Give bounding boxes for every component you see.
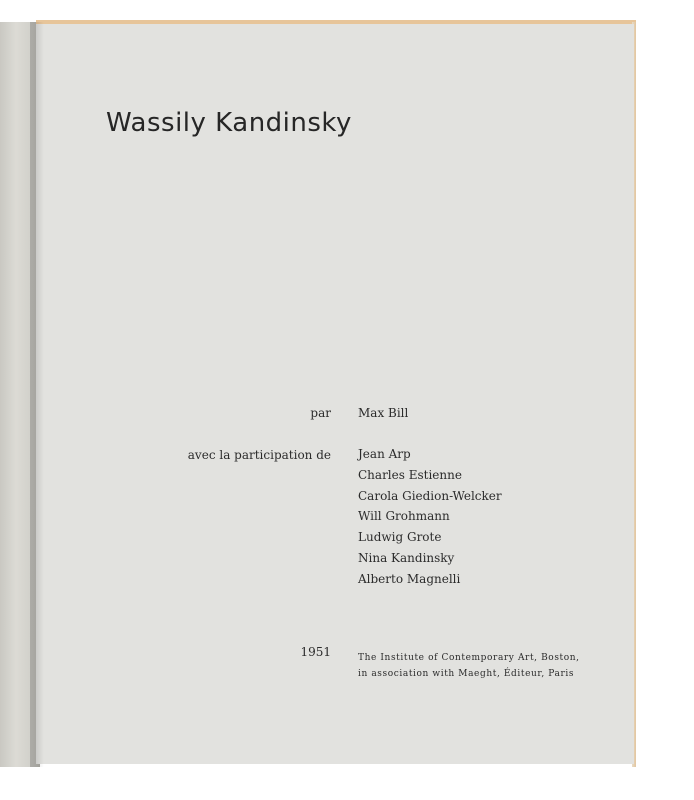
participation-label: avec la participation de: [187, 448, 331, 462]
book-gutter-shadow: [30, 22, 44, 767]
contributor: Nina Kandinsky: [358, 550, 455, 565]
contributor: Jean Arp: [358, 447, 411, 461]
by-label: par: [310, 406, 331, 420]
publisher-info: [358, 650, 580, 682]
book-title: Wassily Kandinsky: [106, 108, 352, 138]
contributor-list: [358, 444, 502, 590]
author-name: Max Bill: [358, 406, 409, 420]
contributor: Carola Giedion-Welcker: [358, 488, 502, 503]
title-page: [36, 24, 634, 764]
contributor: Ludwig Grote: [358, 530, 442, 545]
publisher-line: The Institute of Contemporary Art, Boston,: [358, 653, 580, 663]
contributors-block: [358, 444, 502, 590]
contributor: Will Grohmann: [358, 509, 450, 524]
contributor: Charles Estienne: [358, 467, 462, 482]
publisher-line: in association with Maeght, Éditeur, Paris: [358, 669, 575, 679]
open-book: [0, 22, 640, 767]
contributor: Alberto Magnelli: [358, 571, 461, 586]
publication-year: 1951: [300, 645, 331, 659]
